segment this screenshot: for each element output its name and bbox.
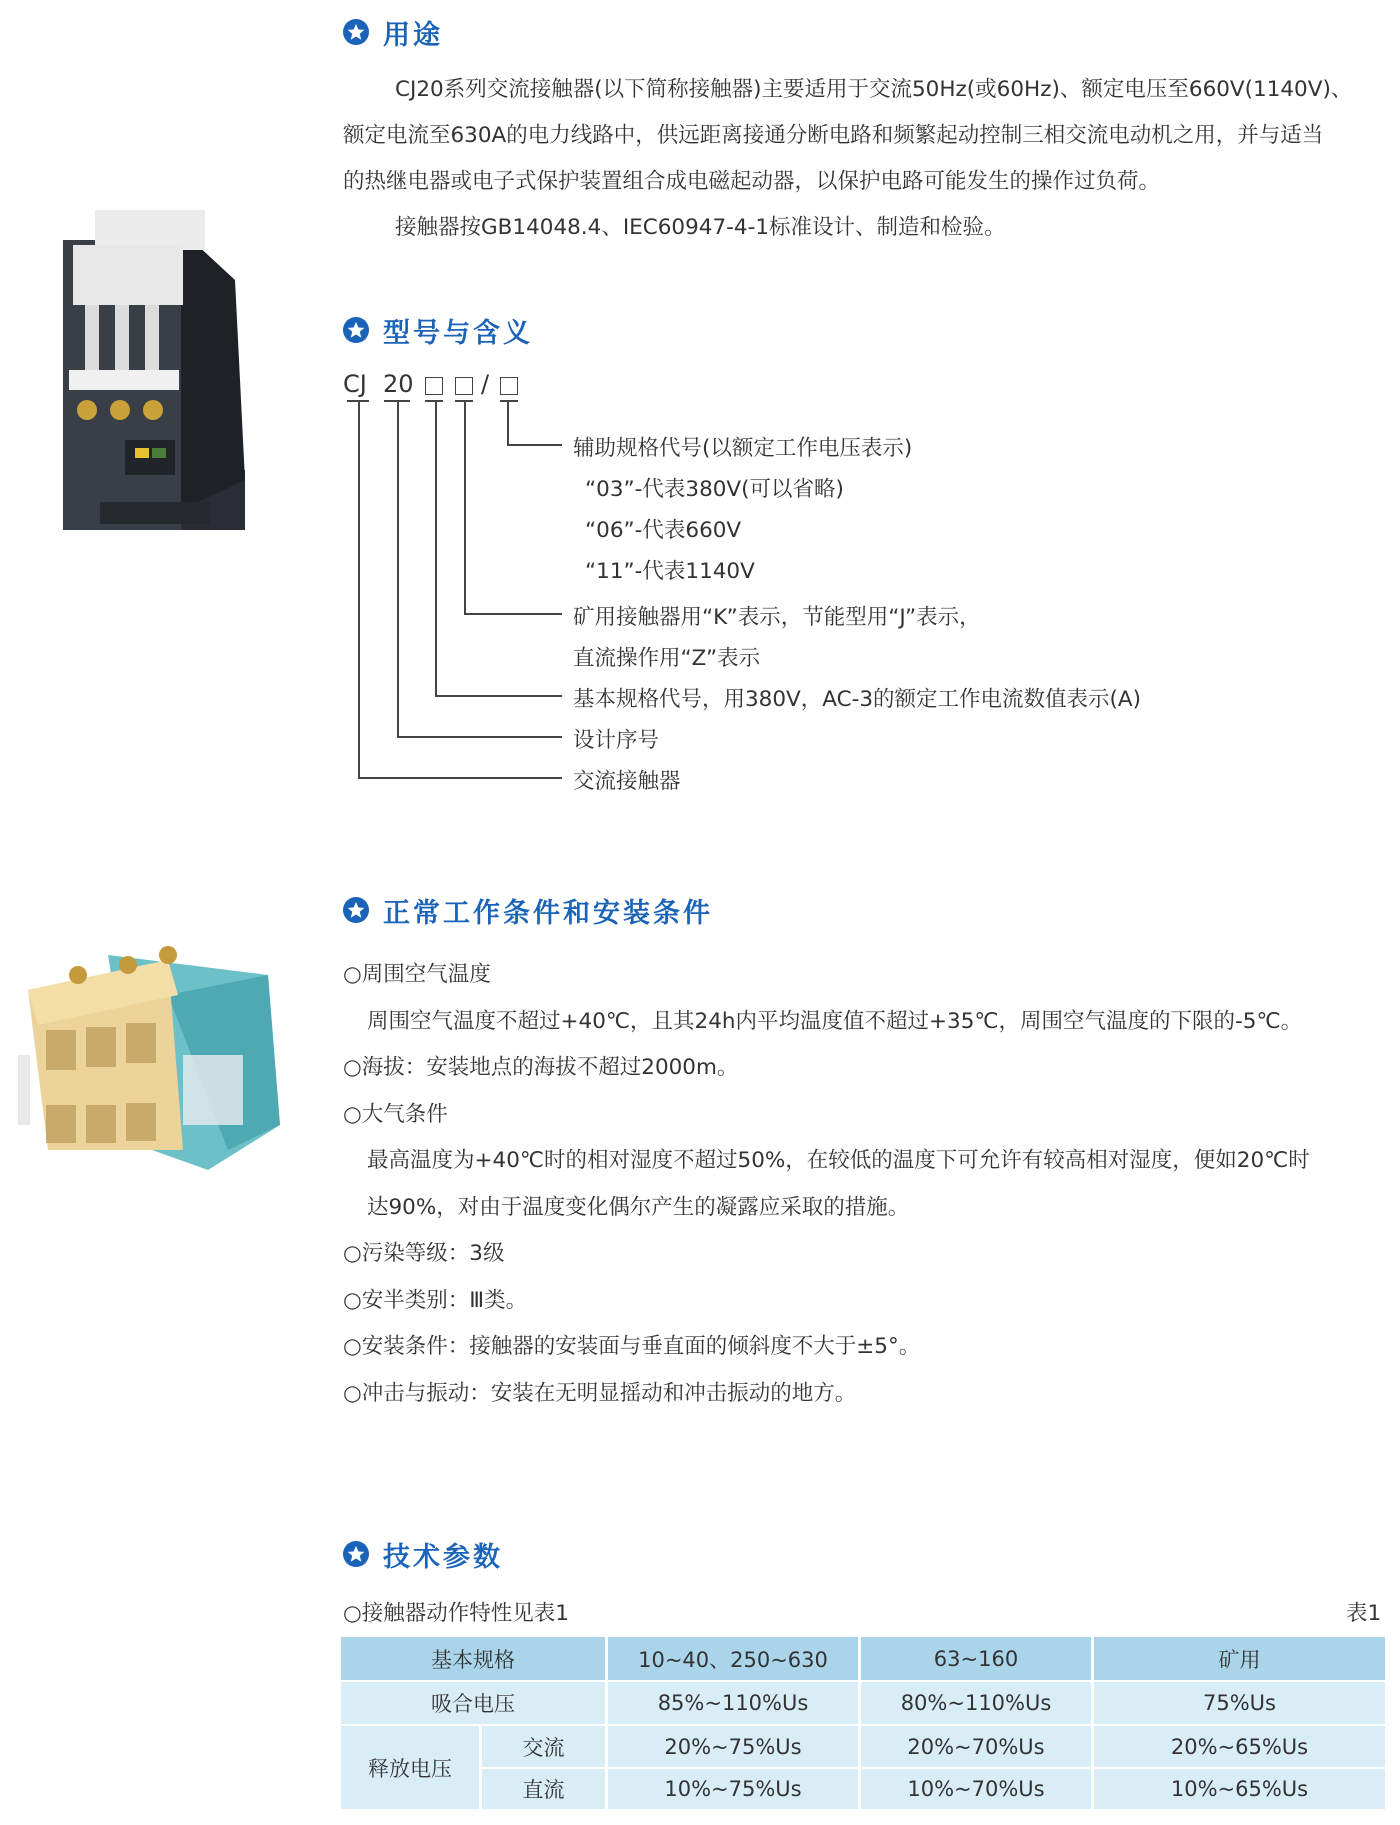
leader-cj-v	[358, 400, 360, 778]
table-cell-dc-col3: 10%~65%Us	[1094, 1769, 1385, 1809]
usage-line-2: 额定电流至630A的电力线路中，供远距离接通分断电路和频繁起动控制三相交流电动机之用，并与适当	[343, 123, 1324, 148]
conditions-line-10: ○冲击与振动：安装在无明显摇动和冲击振动的地方。	[343, 1381, 857, 1406]
table-header-col2: 63~160	[861, 1637, 1091, 1680]
model-title: 型号与含义	[383, 317, 533, 349]
model-label-basic: 基本规格代号，用380V，AC-3的额定工作电流数值表示(A)	[573, 687, 1142, 712]
table-cell-release-label: 释放电压	[341, 1726, 479, 1809]
model-code-box-2	[455, 377, 473, 395]
usage-title: 用途	[383, 19, 443, 51]
conditions-line-5: 最高温度为+40℃时的相对湿度不超过50%，在较低的温度下可允许有较高相对湿度，便如20℃时	[367, 1148, 1310, 1173]
star-icon	[343, 317, 369, 343]
table-cell-ac-col3: 20%~65%Us	[1094, 1726, 1385, 1767]
conditions-line-8: ○安半类别：Ⅲ类。	[343, 1288, 528, 1313]
star-icon	[343, 1541, 369, 1567]
table-cell-pickup-col3: 75%Us	[1094, 1682, 1385, 1724]
model-label-design: 设计序号	[573, 728, 660, 753]
usage-line-1: CJ20系列交流接触器(以下简称接触器)主要适用于交流50Hz(或60Hz)、额定电压至660V(1140V)、	[395, 77, 1353, 102]
code-underline-box3	[500, 400, 518, 402]
usage-line-3: 的热继电器或电子式保护装置组合成电磁起动器，以保护电路可能发生的操作过负荷。	[343, 169, 1161, 194]
conditions-line-6: 达90%，对由于温度变化偶尔产生的凝露应采取的措施。	[367, 1195, 910, 1220]
table-cell-pickup-col2: 80%~110%Us	[861, 1682, 1091, 1724]
table-cell-pickup-col1: 85%~110%Us	[608, 1682, 858, 1724]
model-label-aux: 辅助规格代号(以额定工作电压表示)	[573, 436, 913, 461]
code-underline-box1	[425, 400, 443, 402]
conditions-line-3: ○海拔：安装地点的海拔不超过2000m。	[343, 1055, 739, 1080]
model-label-03: “03”-代表380V(可以省略)	[585, 477, 844, 502]
table-number: 表1	[1346, 1601, 1382, 1626]
model-code-box-1	[425, 377, 443, 395]
usage-heading	[343, 14, 443, 50]
leader-box1-v	[435, 400, 437, 696]
table-cell-ac-col2: 20%~70%Us	[861, 1726, 1091, 1767]
leader-box2-v	[464, 400, 466, 614]
table-header-col1: 10~40、250~630	[608, 1637, 858, 1680]
conditions-line-2: 周围空气温度不超过+40℃，且其24h内平均温度值不超过+35℃，周围空气温度的下限的-5℃。	[367, 1009, 1303, 1034]
star-icon	[343, 19, 369, 45]
conditions-heading	[343, 892, 713, 928]
model-label-ac: 交流接触器	[573, 769, 681, 794]
star-icon	[343, 897, 369, 923]
leader-20-v	[397, 400, 399, 737]
contactor-photo-cream	[18, 935, 283, 1180]
leader-box2-h	[464, 613, 562, 615]
model-code-cj: CJ	[343, 370, 367, 398]
leader-box3-h	[507, 444, 562, 446]
model-label-z: 直流操作用“Z”表示	[573, 646, 761, 671]
table-cell-ac-label: 交流	[482, 1726, 605, 1767]
table-cell-dc-col1: 10%~75%Us	[608, 1769, 858, 1809]
table-header-spec: 基本规格	[341, 1637, 605, 1680]
table-cell-ac-col1: 20%~75%Us	[608, 1726, 858, 1767]
leader-20-h	[397, 736, 562, 738]
conditions-line-1: ○周围空气温度	[343, 962, 491, 987]
usage-line-4: 接触器按GB14048.4、IEC60947-4-1标准设计、制造和检验。	[395, 215, 1006, 240]
table-cell-pickup-label: 吸合电压	[341, 1682, 605, 1724]
action-characteristics-table	[341, 1637, 1385, 1809]
tech-caption: ○接触器动作特性见表1	[343, 1601, 569, 1626]
model-label-06: “06”-代表660V	[585, 518, 742, 543]
model-code-box-3	[500, 377, 518, 395]
conditions-line-9: ○安装条件：接触器的安装面与垂直面的倾斜度不大于±5°。	[343, 1334, 921, 1359]
tech-heading	[343, 1536, 503, 1572]
tech-title: 技术参数	[383, 1541, 503, 1573]
table-cell-dc-col2: 10%~70%Us	[861, 1769, 1091, 1809]
model-label-11: “11”-代表1140V	[585, 559, 755, 584]
model-label-kj: 矿用接触器用“K”表示，节能型用“J”表示，	[573, 605, 981, 630]
table-header-col3: 矿用	[1094, 1637, 1385, 1680]
model-heading	[343, 312, 533, 348]
leader-box1-h	[435, 695, 562, 697]
leader-cj-h	[358, 777, 562, 779]
conditions-line-7: ○污染等级：3级	[343, 1241, 505, 1266]
conditions-line-4: ○大气条件	[343, 1102, 448, 1127]
conditions-title: 正常工作条件和安装条件	[383, 897, 713, 929]
model-code-20: 20	[383, 370, 414, 398]
model-code-slash: /	[481, 370, 490, 398]
table-cell-dc-label: 直流	[482, 1769, 605, 1809]
contactor-photo-black	[55, 210, 255, 540]
leader-box3-v	[507, 400, 509, 445]
